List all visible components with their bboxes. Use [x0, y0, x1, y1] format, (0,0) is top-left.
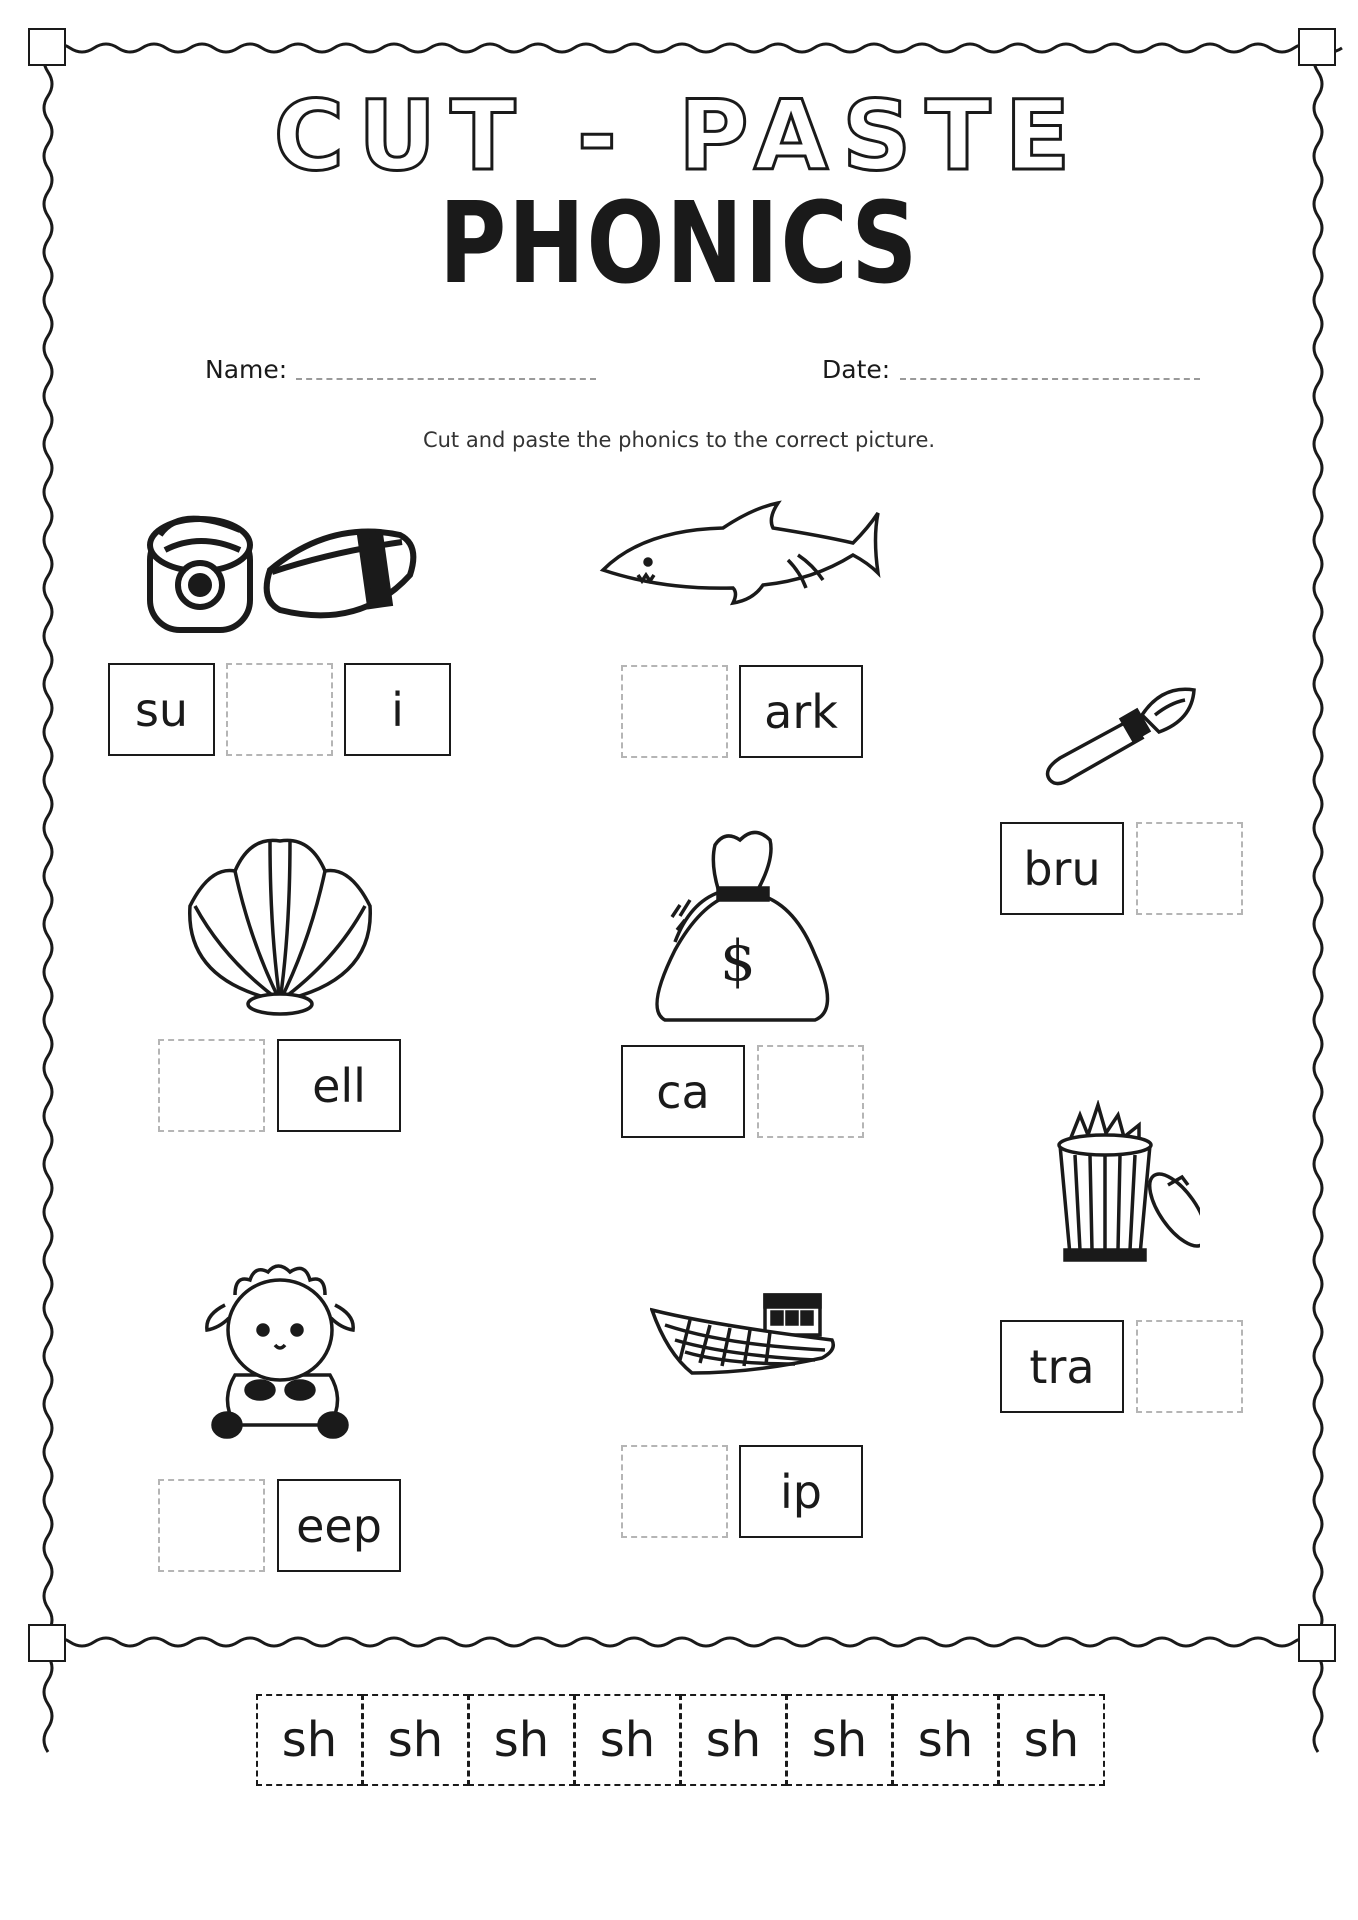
corner-square-br	[1298, 1624, 1336, 1662]
paintbrush-icon	[1040, 685, 1200, 795]
sheep-paste-slot[interactable]	[158, 1479, 265, 1572]
cutout-tile[interactable]: sh	[256, 1694, 363, 1786]
brush-prefix-box: bru	[1000, 822, 1124, 915]
corner-square-tr	[1298, 28, 1336, 66]
ship-suffix-box: ip	[739, 1445, 863, 1538]
sheep-icon	[205, 1255, 355, 1440]
cutout-tile[interactable]: sh	[574, 1694, 681, 1786]
cutout-tile[interactable]: sh	[680, 1694, 787, 1786]
shell-suffix-box: ell	[277, 1039, 401, 1132]
sushi-paste-slot[interactable]	[226, 663, 333, 756]
brush-paste-slot[interactable]	[1136, 822, 1243, 915]
sheep-suffix-box: eep	[277, 1479, 401, 1572]
sushi-suffix-box: i	[344, 663, 451, 756]
shark-suffix-box: ark	[739, 665, 863, 758]
sushi-prefix-box: su	[108, 663, 215, 756]
cutout-tile[interactable]: sh	[786, 1694, 893, 1786]
money-bag-icon	[650, 830, 830, 1030]
seashell-icon	[180, 836, 380, 1021]
ship-paste-slot[interactable]	[621, 1445, 728, 1538]
title-cut-paste: CUT - PASTE	[273, 80, 1085, 192]
trash-prefix-box: tra	[1000, 1320, 1124, 1413]
cutout-tile[interactable]: sh	[892, 1694, 999, 1786]
svg-text:$: $	[720, 929, 756, 994]
corner-square-bl	[28, 1624, 66, 1662]
name-field[interactable]	[296, 378, 596, 380]
trash-paste-slot[interactable]	[1136, 1320, 1243, 1413]
trash-can-icon	[1040, 1100, 1200, 1270]
cutout-tile[interactable]: sh	[468, 1694, 575, 1786]
corner-square-tl	[28, 28, 66, 66]
cash-prefix-box: ca	[621, 1045, 745, 1138]
date-label: Date:	[822, 355, 891, 384]
title-phonics: PHONICS	[438, 179, 920, 309]
ship-icon	[650, 1290, 840, 1380]
cutout-strip	[256, 1694, 1110, 1786]
shell-paste-slot[interactable]	[158, 1039, 265, 1132]
cash-paste-slot[interactable]	[757, 1045, 864, 1138]
cutout-tile[interactable]: sh	[998, 1694, 1105, 1786]
shark-paste-slot[interactable]	[621, 665, 728, 758]
sushi-icon	[140, 500, 420, 640]
date-field[interactable]	[900, 378, 1200, 380]
cutout-tile[interactable]: sh	[362, 1694, 469, 1786]
instruction-text: Cut and paste the phonics to the correct picture.	[422, 428, 936, 452]
name-label: Name:	[205, 355, 288, 384]
shark-icon	[598, 500, 888, 615]
